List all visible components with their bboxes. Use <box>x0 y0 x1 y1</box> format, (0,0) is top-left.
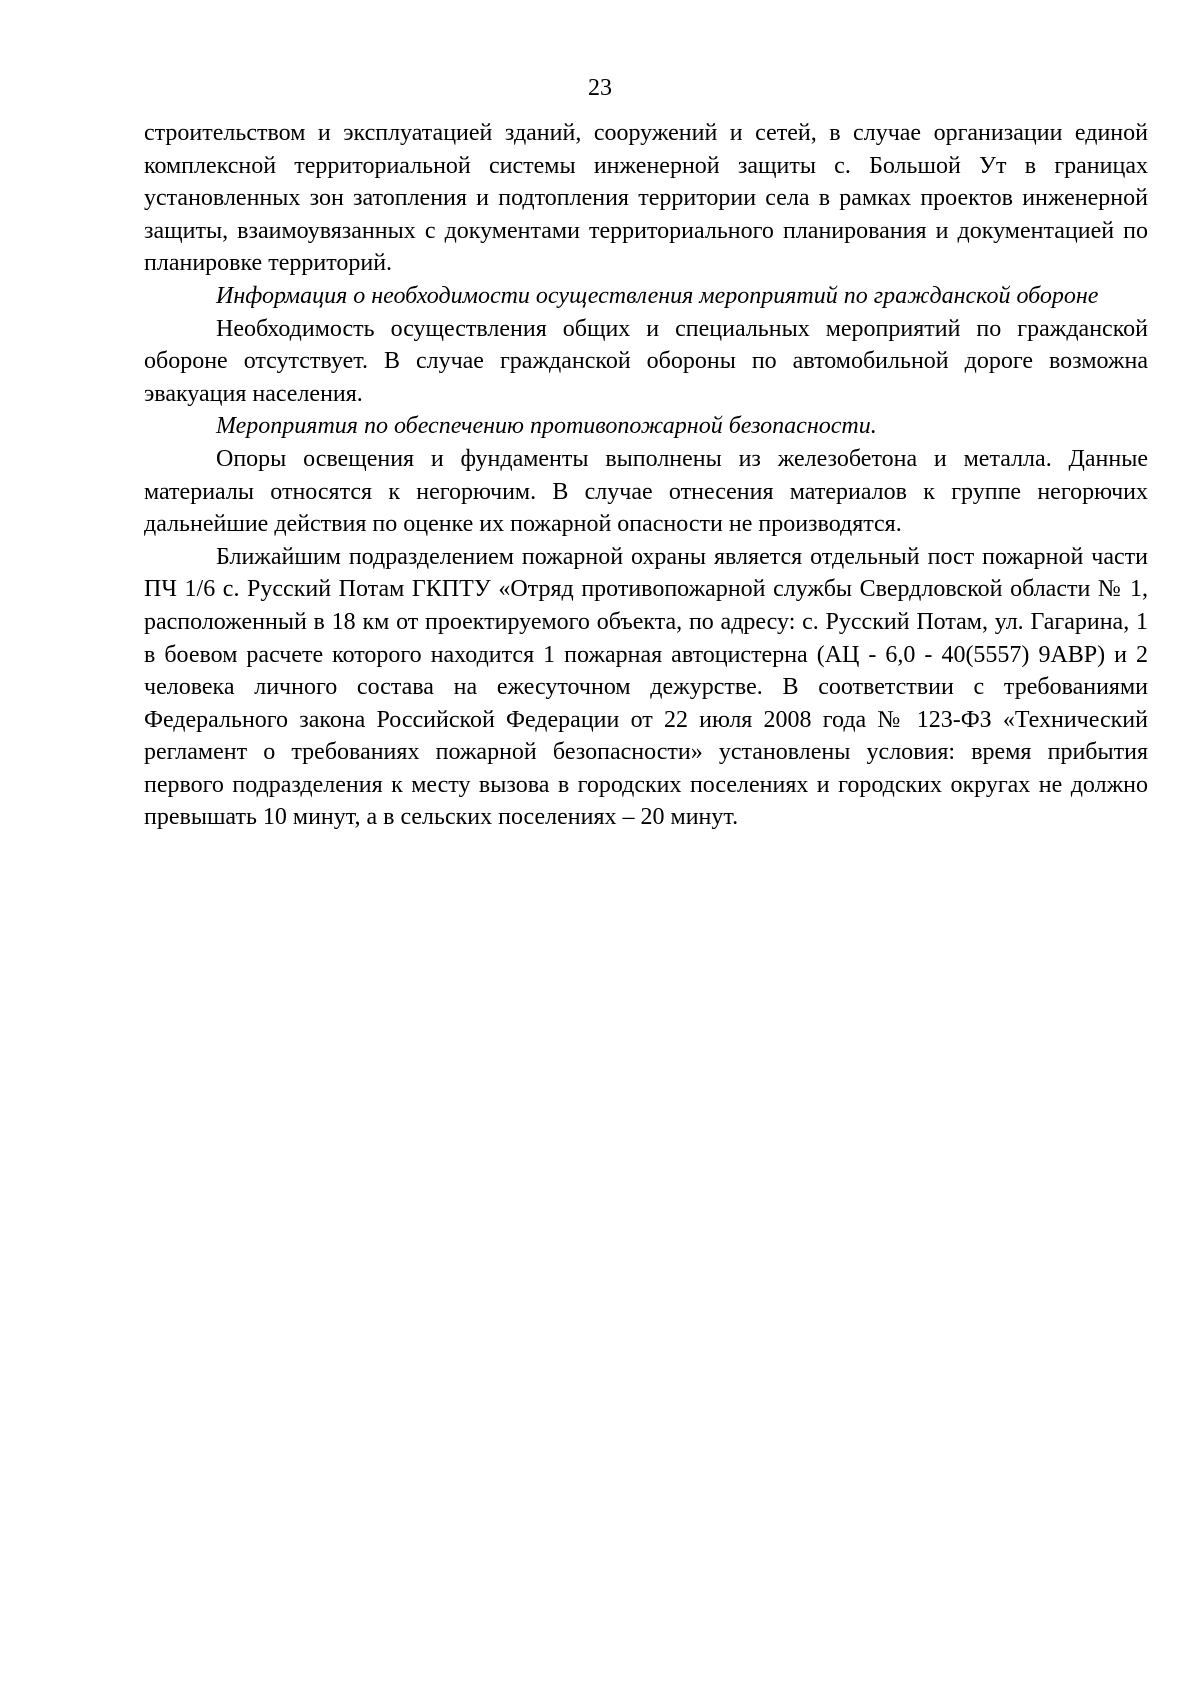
document-body <box>144 117 1148 834</box>
heading-fire-safety: Мероприятия по обеспечению противопожарной безопасности. <box>216 413 877 440</box>
page-number: 23 <box>588 75 612 101</box>
paragraph-fire-department: Ближайшим подразделением пожарной охраны является отдельный пост пожарной части ПЧ 1/6 с. Русский Потам ГКПТУ «Отряд противопожарной службы Свердловской области № 1, расположенный в 18 км от проектируемого объекта, по адресу: с. Русский Потам, ул. Гагарина, 1 в боевом расчете которого находится 1 пожарная автоцистерна (АЦ - 6,0 - 40(5557) 9АВР) и 2 человека личного состава на ежесуточном дежурстве. В соответствии с требованиями Федерального закона Российской Федерации от 22 июля 2008 года № 123-ФЗ «Технический регламент о требованиях пожарной безопасности» установлены условия: время прибытия первого подразделения к месту вызова в городских поселениях и городских округах не должно превышать 10 минут, а в сельских поселениях – 20 минут. <box>144 543 1148 831</box>
paragraph-engineering-protection: строительством и эксплуатацией зданий, сооружений и сетей, в случае организации единой комплексной территориальной системы инженерной защиты с. Большой Ут в границах установленных зон затопления и подтопления территории села в рамках проектов инженерной защиты, взаимоувязанных с документами территориального планирования и документацией по планировке территорий. <box>144 120 1148 277</box>
heading-civil-defense: Информация о необходимости осуществления мероприятий по гражданской обороне <box>216 282 1099 309</box>
paragraph-materials: Опоры освещения и фундаменты выполнены из железобетона и металла. Данные материалы относятся к негорючим. В случае отнесения материалов к группе негорючих дальнейшие действия по оценке их пожарной опасности не производятся. <box>144 445 1148 538</box>
paragraph-civil-defense: Необходимость осуществления общих и специальных мероприятий по гражданской обороне отсутствует. В случае гражданской обороны по автомобильной дороге возможна эвакуация населения. <box>144 315 1148 407</box>
